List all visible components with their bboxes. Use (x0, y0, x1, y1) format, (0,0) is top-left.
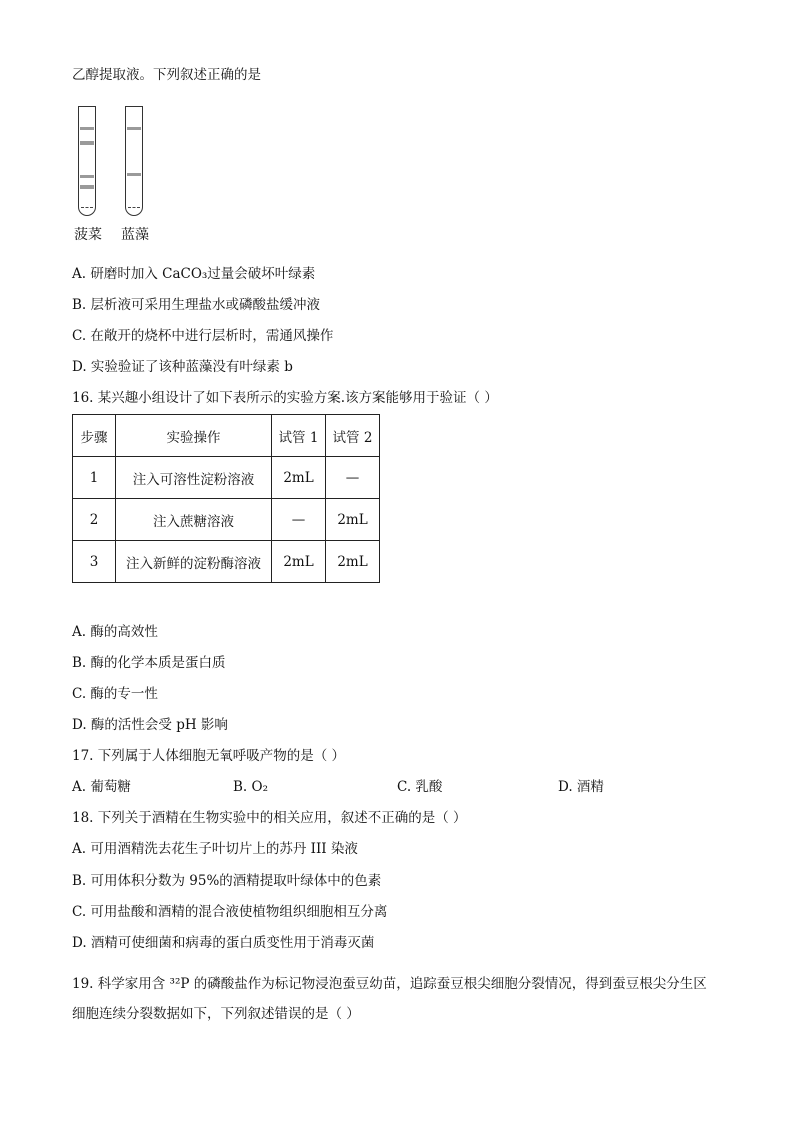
q18-option-a: A. 可用酒精洗去花生子叶切片上的苏丹 III 染液 (72, 841, 358, 857)
experiment-table (72, 414, 380, 583)
table-cell: 注入蔗糖溶液 (116, 499, 272, 541)
table-header-cell: 实验操作 (116, 415, 272, 457)
q19-stem-line-1: 19. 科学家用含 ³²P 的磷酸盐作为标记物浸泡蚕豆幼苗，追踪蚕豆根尖细胞分裂情况，得到蚕豆根尖分生区 (72, 976, 707, 992)
table-row (73, 499, 380, 541)
table-cell: 2 (73, 499, 116, 541)
q16-stem: 16. 某兴趣小组设计了如下表所示的实验方案.该方案能够用于验证（ ） (72, 390, 498, 406)
question-intro-text: 乙醇提取液。下列叙述正确的是 (72, 67, 261, 83)
pigment-band (80, 141, 94, 145)
q16-option-a: A. 酶的高效性 (72, 624, 158, 640)
table-header-row (73, 415, 380, 457)
q18-option-c: C. 可用盐酸和酒精的混合液使植物组织细胞相互分离 (72, 904, 388, 920)
table-cell: 注入可溶性淀粉溶液 (116, 457, 272, 499)
q17-option-c: C. 乳酸 (397, 779, 443, 795)
table-cell: 3 (73, 541, 116, 583)
table-header-cell: 步骤 (73, 415, 116, 457)
pigment-band (127, 127, 141, 130)
table-cell: 2mL (272, 541, 326, 583)
q18-option-b: B. 可用体积分数为 95%的酒精提取叶绿体中的色素 (72, 873, 382, 889)
origin-line (81, 207, 93, 208)
tube-spinach (78, 106, 96, 216)
table-cell: 注入新鲜的淀粉酶溶液 (116, 541, 272, 583)
q15-option-b: B. 层析液可采用生理盐水或磷酸盐缓冲液 (72, 297, 321, 313)
q17-option-a: A. 葡萄糖 (72, 779, 131, 795)
pigment-band (80, 175, 94, 178)
table-cell: 1 (73, 457, 116, 499)
q17-option-d: D. 酒精 (558, 779, 604, 795)
q18-option-d: D. 酒精可使细菌和病毒的蛋白质变性用于消毒灭菌 (72, 935, 375, 951)
tube-label-spinach: 菠菜 (74, 227, 102, 243)
q17-stem: 17. 下列属于人体细胞无氧呼吸产物的是（ ） (72, 748, 346, 764)
tube-cyanobacteria (125, 106, 143, 216)
pigment-band (80, 185, 94, 189)
q16-option-b: B. 酶的化学本质是蛋白质 (72, 655, 226, 671)
table-row (73, 541, 380, 583)
q17-option-b: B. O₂ (233, 779, 268, 795)
table-row (73, 457, 380, 499)
q15-option-a: A. 研磨时加入 CaCO₃过量会破坏叶绿素 (72, 266, 316, 282)
table-header-cell: 试管 1 (272, 415, 326, 457)
table-cell: 2mL (326, 541, 380, 583)
q16-option-d: D. 酶的活性会受 pH 影响 (72, 717, 228, 733)
table-header-cell: 试管 2 (326, 415, 380, 457)
table-cell: — (272, 499, 326, 541)
q19-stem-line-2: 细胞连续分裂数据如下，下列叙述错误的是（ ） (72, 1006, 360, 1022)
table-cell: — (326, 457, 380, 499)
q15-option-c: C. 在敞开的烧杯中进行层析时，需通风操作 (72, 328, 334, 344)
tube-label-cyanobacteria: 蓝藻 (121, 227, 149, 243)
pigment-band (80, 127, 94, 130)
table-cell: 2mL (326, 499, 380, 541)
q18-stem: 18. 下列关于酒精在生物实验中的相关应用，叙述不正确的是（ ） (72, 810, 467, 826)
q15-option-d: D. 实验验证了该种蓝藻没有叶绿素 b (72, 359, 293, 375)
q16-option-c: C. 酶的专一性 (72, 686, 158, 702)
origin-line (128, 207, 140, 208)
pigment-band (127, 173, 141, 176)
table-cell: 2mL (272, 457, 326, 499)
